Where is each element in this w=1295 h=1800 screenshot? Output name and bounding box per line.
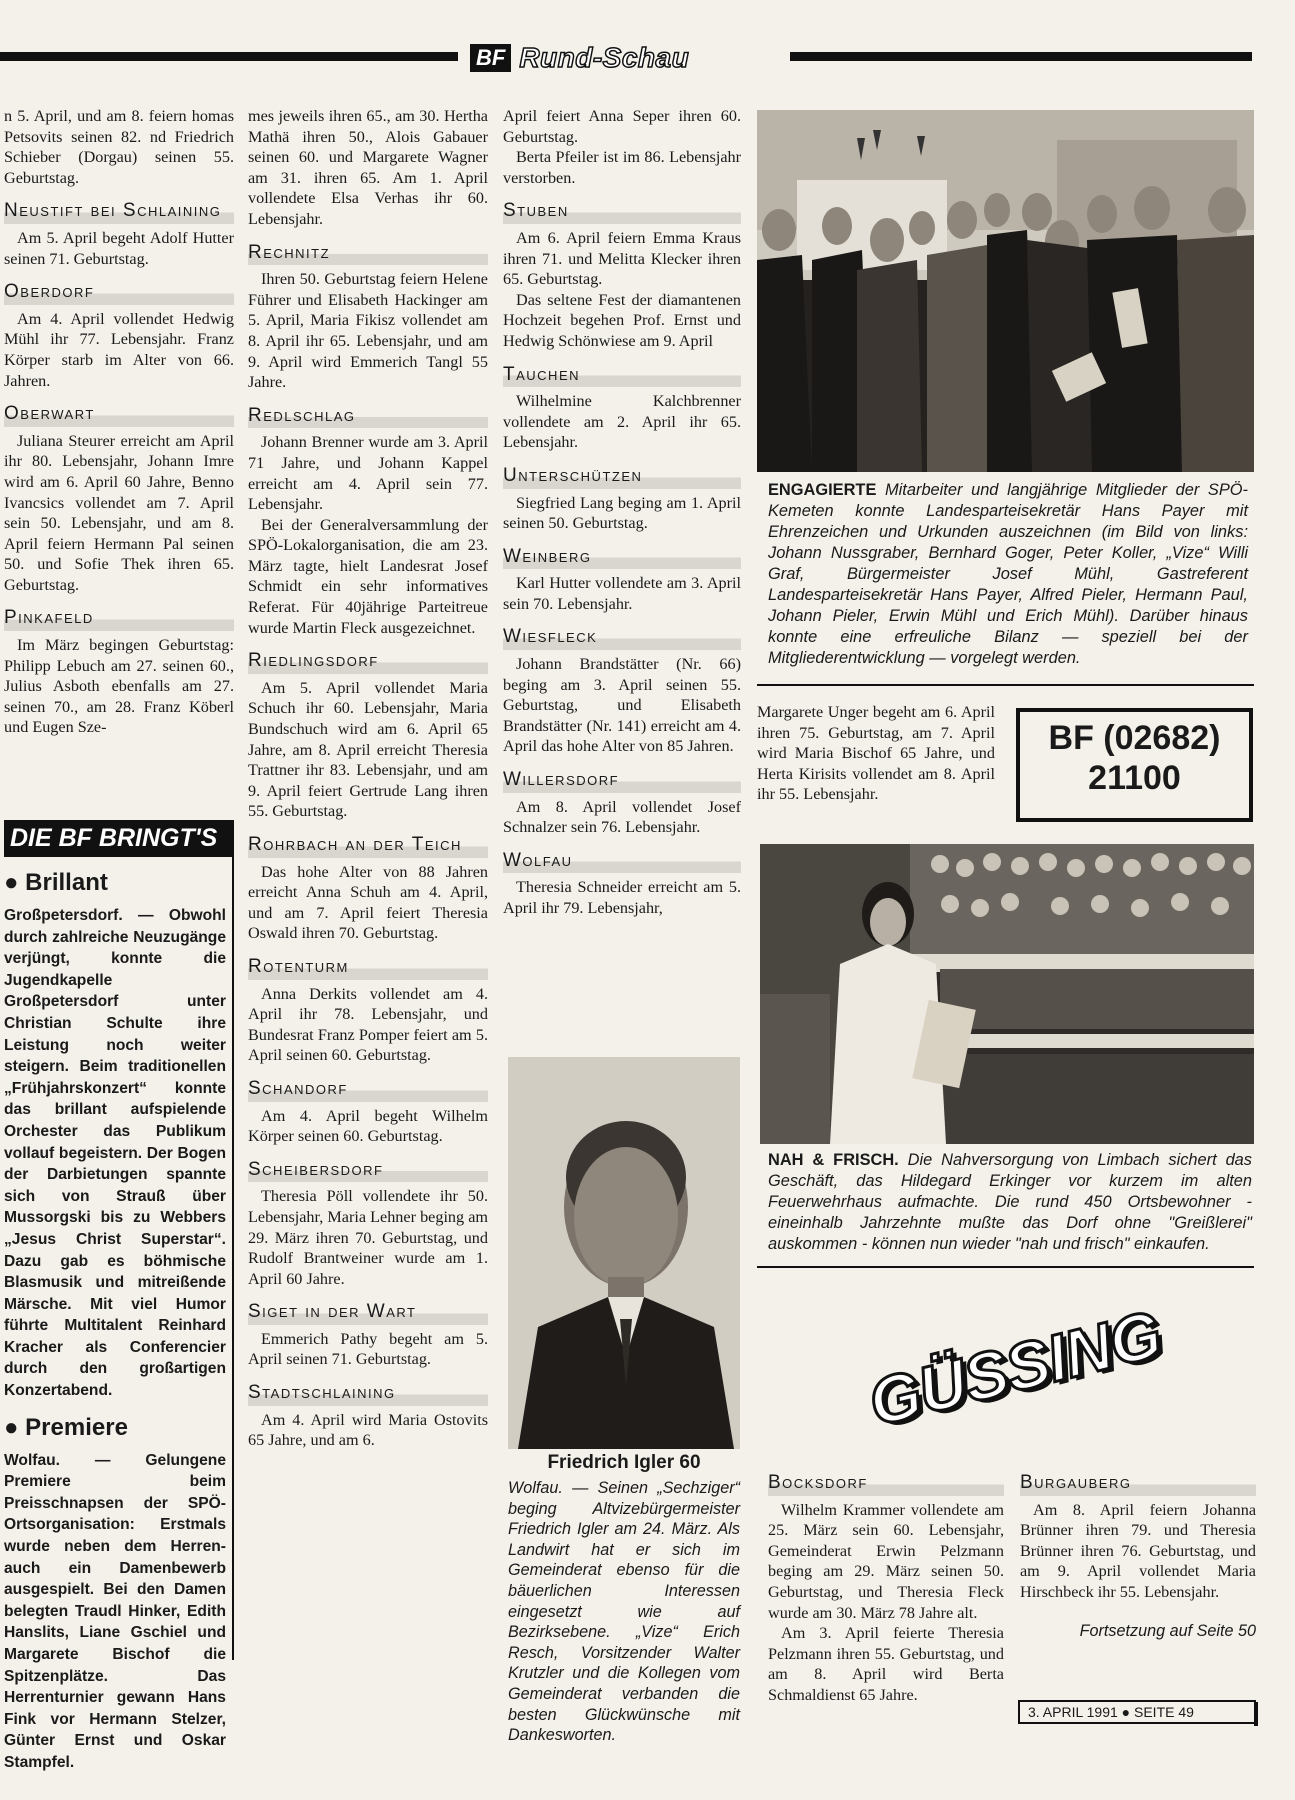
text-siget: Emmerich Pathy begeht am 5. April seinen 71. Geburtstag. [248,1329,488,1369]
text-rotenturm: Anna Derkits vollendet am 4. April ihr 78. Lebensjahr, und Bundesrat Franz Pomper feiert am 5. April seinen 60. Geburtstag. [248,984,488,1065]
portrait-photo [508,1057,740,1449]
phone-box [1016,708,1253,822]
text-neustift: Am 5. April begeht Adolf Hutter seinen 71. Geburtstag. [4,228,234,268]
page-footer: 3. APRIL 1991 ● SEITE 49 [1018,1700,1256,1724]
text-wiesfleck: Johann Brandstätter (Nr. 66) beging am 3. April seinen 55. Geburtstag, und Elisabeth Brandstätter (Nr. 141) erreicht am 4. April das hohe Alter von 85 Jahren. [503,655,741,756]
heading-oberdorf: Oberdorf [4,279,234,305]
text-scheibersdorf: Theresia Pöll vollendete ihr 50. Lebensjahr, Maria Lehner beging am 29. März ihren 70. Geburtstag, und Rudolf Brantweiner wurde am 1. April 60 Jahre. [248,1187,488,1288]
bringts-title: DIE BF BRINGT'S [4,820,232,857]
phone-line-2: 21100 [1088,759,1181,797]
text-stuben-2: Das seltene Fest der diamantenen Hochzeit begehen Prof. Ernst und Hedwig Schönwiese am 9. April [503,290,741,350]
bringts-heading-brillant: ● Brillant [4,869,108,896]
bf-logo: BF [470,44,511,72]
heading-riedlingsdorf: Riedlingsdorf [248,648,488,674]
masthead-rule-right [790,52,1252,61]
bringts-heading-brillant-text: Brillant [25,869,108,896]
text-willersdorf: Am 8. April vollendet Josef Schnalzer sein 76. Lebensjahr. [503,797,741,837]
bringts-text-premiere [4,1450,232,1774]
heading-rotenturm: Rotenturm [248,954,488,980]
heading-schandorf: Schandorf [248,1076,488,1102]
heading-redlschlag: Redlschlag [248,403,488,429]
heading-burgauberg: Burgauberg [1020,1470,1256,1496]
heading-rohrbach: Rohrbach an der Teich [248,832,488,858]
text-oberdorf: Am 4. April vollendet Hedwig Mühl ihr 77. Lebensjahr. Franz Körper starb im Alter von 66. Jahren. [4,309,234,390]
group-caption-text: Mitarbeiter und langjährige Mitglieder der SPÖ-Kemeten konnte Landesparteisekretär Hans Payer mit Ehrenzeichen und Urkunden auszeichnen (im Bild von links: Johann Nussgraber, Bernhard Goger, Peter Koller, „Vize“ Willi Graf, Bürgermeister Josef Mühl, Gastreferent Landesparteisekretär Hans Payer, Alfred Pieler, Hermann Paul, Johann Pieler, Erwin Mühl und Erich Mühl). Darüber hinaus konnte eine erfreuliche Bilanz — speziell bei der Mitgliederentwicklung — vorgelegt werden. [768,481,1248,667]
bringts-box [4,820,234,1771]
text-schandorf: Am 4. April begeht Wilhelm Körper seinen 60. Geburtstag. [248,1106,488,1146]
group-photo-caption [768,480,1248,669]
text-stadtschlaining: Am 4. April wird Maria Ostovits 65 Jahre, und am 6. [248,1410,488,1450]
group-caption-lead: ENGAGIERTE [768,481,877,499]
portrait-caption-title: Friedrich Igler 60 [547,1452,701,1473]
heading-unterschuetzen: Unterschützen [503,463,741,489]
shop-caption-rule [757,1266,1254,1268]
text-redlschlag: Johann Brenner wurde am 3. April 71 Jahre, und Johann Kappel erreicht am 4. April sein 77. Lebensjahr. [248,433,488,514]
shop-photo [760,844,1254,1144]
heading-siget: Siget in der Wart [248,1299,488,1325]
heading-neustift: Neustift bei Schlaining [4,198,234,224]
col1-intro: n 5. April, und am 8. feiern homas Petsovits seinen 82. nd Friedrich Schieber (Dorgau) seinen 55. Geburtstag. [4,107,234,187]
heading-tauchen: Tauchen [503,362,741,388]
text-rohrbach: Das hohe Alter von 88 Jahren erreicht Anna Schuh am 4. April, und am 7. April feiert Theresia Oswald ihren 70. Geburtstag. [248,862,488,943]
unger-text [757,702,995,805]
column-3 [503,106,741,919]
group-photo [757,110,1254,472]
heading-scheibersdorf: Scheibersdorf [248,1157,488,1183]
masthead [470,40,770,76]
col3-intro-2: Berta Pfeiler ist im 86. Lebensjahr verstorben. [503,148,741,187]
portrait-caption [508,1452,740,1746]
heading-willersdorf: Willersdorf [503,767,741,793]
bringts-brillant-paragraph: Großpetersdorf. — Obwohl durch zahlreiche Neuzugänge verjüngt, konnte die Jugendkapelle Großpetersdorf unter Christian Schulte ihre Leistung noch weiter steigern. Beim traditionellen „Frühjahrskonzert“ konnte das brillant aufspielende Orchester das Publikum vollauf begeistern. Der Bogen der Darbietungen spannte sich von Strauß über Mussorgski bis zu Webbers „Jesus Christ Superstar“. Dazu gab es böhmische Blasmusik und mitreißende Märsche. Mit viel Humor führte Multitalent Reinhard Kracher als Conferencier durch den großartigen Konzertabend. [4,907,226,1400]
heading-rechnitz: Rechnitz [248,240,488,266]
text-redlschlag-2: Bei der Generalversammlung der SPÖ-Lokalorganisation, die am 23. März tagte, hielt Landesrat Josef Schmidt ein sehr informatives Referat. Für 40jährige Parteitreue wurde Martin Fleck ausgezeichnet. [248,515,488,637]
shop-caption-lead: NAH & FRISCH. [768,1151,899,1169]
portrait-caption-text: Wolfau. — Seinen „Sechziger“ beging Altvizebürgermeister Friedrich Igler am 24. März. Als Landwirt hat er sich im Gemeinderat ebenso für die bäuerlichen Interessen eingesetzt wie auf Bezirksebene. „Vize“ Erich Resch, Vorsitzender Walter Krutzler und die Kollegen vom Gemeinderat verbanden die besten Glückwünsche mit Dankesworten. [508,1479,740,1745]
shop-photo-art [760,844,1254,1144]
col2-intro: mes jeweils ihren 65., am 30. Hertha Mathä ihren 50., Alois Gabauer seinen 60. und Margarete Wagner am 31. ihren 65. Am 1. April vollendete Elsa Verhas ihr 60. Lebensjahr. [248,107,488,228]
bringts-heading-premiere-text: Premiere [25,1413,128,1441]
continued-note: Fortsetzung auf Seite 50 [1079,1621,1256,1640]
portrait-photo-art [508,1057,740,1449]
text-wolfau: Theresia Schneider erreicht am 5. April ihr 79. Lebensjahr, [503,878,741,917]
text-rechnitz: Ihren 50. Geburtstag feiern Helene Führer und Elisabeth Hackinger am 5. April, Maria Fikisz vollendet am 8. April ihr 65. Lebensjahr, und am 9. April wird Emmerich Tangl 55 Jahre. [248,270,488,392]
bringts-heading-premiere: ● Premiere [4,1413,128,1441]
text-bocksdorf: Wilhelm Krammer vollendete am 25. März sein 60. Lebensjahr, Gemeinderat Erwin Pelzmann beging am 29. März seinen 50. Geburtstag, und Theresia Fleck wurde am 30. März 78 Jahre alt. [768,1500,1004,1622]
col3-intro: April feiert Anna Seper ihren 60. Geburtstag. [503,107,741,146]
heading-wolfau: Wolfau [503,848,741,874]
text-oberwart: Juliana Steurer erreicht am April ihr 80. Lebensjahr, Johann Imre wird am 6. April 60 Jahre, Benno Ivancsics vollendet am 7. April sein 50. Lebensjahr, und am 8. April feiern Hermann Pal seinen 50. und Sofie Thek ihren 65. Geburtstag. [4,431,234,594]
text-weinberg: Karl Hutter vollendete am 3. April sein 70. Lebensjahr. [503,574,741,613]
text-unterschuetzen: Siegfried Lang beging am 1. April seinen 50. Geburtstag. [503,493,741,533]
column-2 [248,106,488,1451]
heading-stuben: Stuben [503,198,741,224]
bringts-premiere-paragraph: Wolfau. — Gelungene Premiere beim Preisschnapsen der SPÖ-Ortsorganisation: Erstmals wurde neben dem Herren- auch ein Damenbewerb ausgespielt. Bei den Damen belegten Traudl Hinker, Edith Hanslits, Liane Gschiel und Margarete Bischof die Spitzenplätze. Das Herrenturnier gewann Hans Fink vor Hermann Stelzer, Günter Ernst und Oskar Stampfel. [4,1451,226,1771]
section-title: Rund-Schau [519,42,690,73]
phone-line-1: BF (02682) [1048,719,1221,757]
text-tauchen: Wilhelmine Kalchbrenner vollendete am 2. April ihr 65. Lebensjahr. [503,392,741,452]
text-bocksdorf-2: Am 3. April feierte Theresia Pelzmann ihren 55. Geburtstag, und am 8. April wird Berta Schmaldienst 65 Jahre. [768,1624,1004,1704]
group-caption-rule [757,684,1254,686]
heading-weinberg: Weinberg [503,544,741,570]
group-photo-art [757,110,1254,472]
shop-caption-text: Die Nahversorgung von Limbach sichert das Geschäft, das Hildegard Erkinger vor kurzem im alten Feuerwehrhaus aufmachte. Die rund 450 Ortsbewohner - eineinhalb Jahrzehnte mußte das Dorf ohne "Greißlerei" auskommen - können nun wieder "nah und frisch" einkaufen. [768,1151,1252,1253]
heading-stadtschlaining: Stadtschlaining [248,1380,488,1406]
heading-bocksdorf: Bocksdorf [768,1470,1004,1496]
masthead-rule-left [0,52,458,61]
shop-photo-caption [768,1150,1252,1255]
burgauberg-column [1020,1460,1256,1641]
column-1 [4,106,234,738]
text-burgauberg: Am 8. April feiern Johanna Brünner ihren 79. und Theresia Brünner ihren 76. Geburtstag, und am 9. April vollendet Maria Hirschbeck ihr 55. Lebensjahr. [1020,1500,1256,1601]
unger-paragraph: Margarete Unger begeht am 6. April ihren 75. Geburtstag, am 7. April wird Maria Bischof 65 Jahre, und Herta Kirisits vollendet am 8. April ihr 55. Lebensjahr. [757,703,995,804]
guessing-title: GÜSSING [861,1296,1168,1440]
text-riedlingsdorf: Am 5. April vollendet Maria Schuch ihr 60. Lebensjahr, Maria Bundschuch wird am 6. April 65 Jahre, am 8. April erreicht Theresia Trattner ihr 83. Lebensjahr, und am 9. April feiert Gertrude Lang ihren 55. Geburtstag. [248,678,488,821]
text-stuben: Am 6. April feiern Emma Kraus ihren 71. und Melitta Klecker ihren 65. Geburtstag. [503,228,741,289]
bringts-text-brillant [4,905,232,1402]
bocksdorf-column [768,1460,1004,1706]
text-pinkafeld: Im März begingen Geburtstag: Philipp Lebuch am 27. seinen 60., Julius Asboth ebenfalls am 27. seinen 70., am 28. Franz Köberl und Eugen Sze- [4,636,234,737]
heading-pinkafeld: Pinkafeld [4,605,234,631]
heading-oberwart: Oberwart [4,401,234,427]
footer-shadow [1254,1702,1258,1726]
heading-wiesfleck: Wiesfleck [503,624,741,650]
